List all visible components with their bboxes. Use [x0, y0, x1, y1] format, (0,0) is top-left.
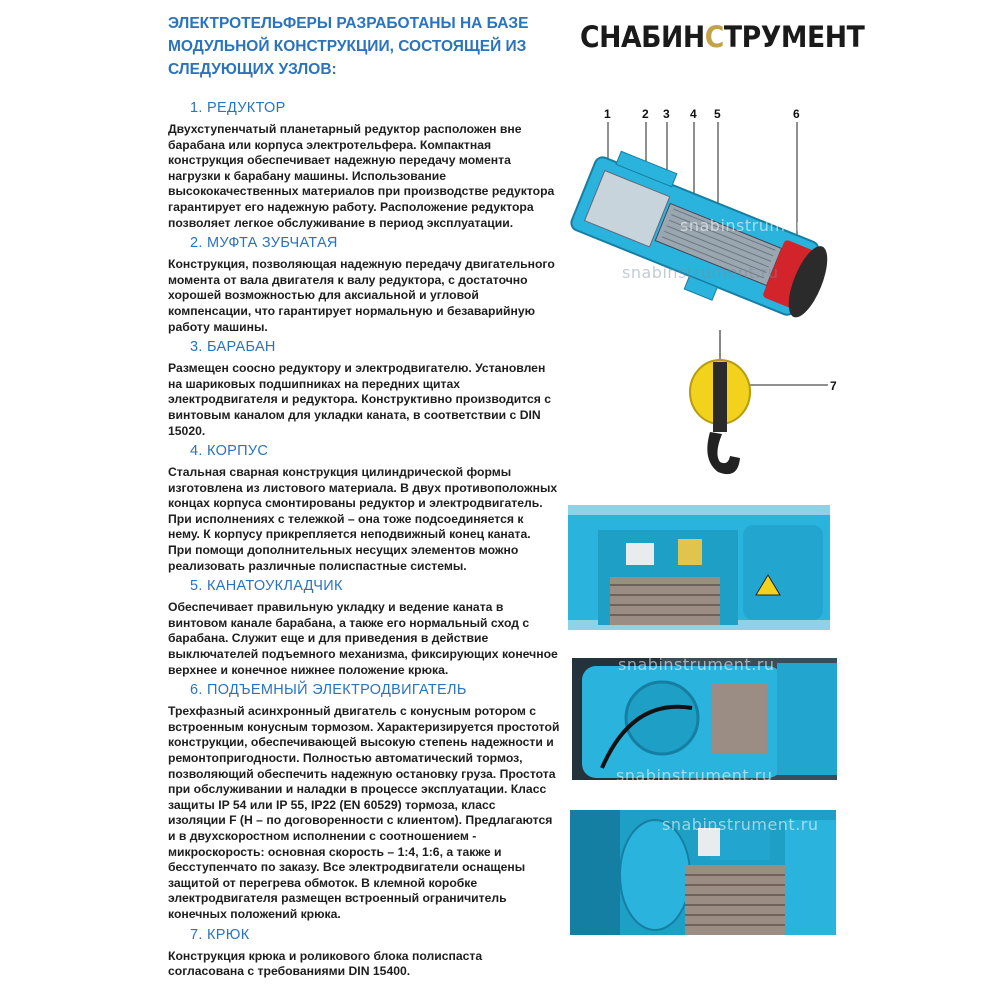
section-hook: [168, 925, 563, 980]
watermark-text: snabinstrument.ru: [618, 655, 775, 674]
body-line: Конструкция, позволяющая надежную передачу двигательного: [168, 257, 555, 272]
diagram-label: 7: [830, 379, 837, 393]
title-line: СЛЕДУЮЩИХ УЗЛОВ:: [168, 61, 337, 78]
body-line: концах корпуса смонтированы редуктор и электродвигатель.: [168, 496, 543, 511]
body-line: При помощи дополнительных несущих элементов можно: [168, 543, 519, 558]
diagram-label: 1: [604, 107, 611, 121]
section-heading: 4. КОРПУС: [190, 443, 269, 460]
body-line: позволяющий обеспечить надежную остановку груза. Простота: [168, 766, 556, 781]
body-line: винтовым каналом для укладки каната, в соответствии с DIN: [168, 407, 541, 422]
section-body: [168, 600, 563, 678]
body-line: согласована с требованиями DIN 15400.: [168, 964, 411, 979]
body-line: при обслуживании и наладки в процессе эксплуатации. Класс: [168, 782, 547, 797]
body-line: изготовлена из листового материала. В двух противоположных: [168, 480, 558, 495]
body-line: верхнее и конечное нижнее положение крюка.: [168, 662, 449, 677]
section-housing: [168, 441, 563, 574]
body-line: Конструкция крюка и роликового блока полиспаста: [168, 948, 483, 963]
body-line: барабана. Служит еще и для приведения в действие: [168, 631, 489, 646]
section-heading: 5. КАНАТОУКЛАДЧИК: [190, 578, 343, 595]
section-heading: 7. КРЮК: [190, 926, 250, 943]
body-line: гарантирует его надежную работу. Расположение редуктора: [168, 199, 534, 214]
diagram-label: 4: [690, 107, 697, 121]
body-line: конечных положений крюка.: [168, 906, 341, 921]
body-line: и в двухскоростном исполнении с соотношением -: [168, 828, 477, 843]
title-line: МОДУЛЬНОЙ КОНСТРУКЦИИ, СОСТОЯЩЕЙ ИЗ: [168, 38, 527, 55]
body-line: Трехфазный асинхронный двигатель с конусным ротором с: [168, 704, 537, 719]
body-line: работу машины.: [168, 319, 268, 334]
logo-text-part: ТРУМЕНТ: [723, 20, 865, 54]
section-reducer: [168, 98, 563, 231]
section-heading: 1. РЕДУКТОР: [190, 100, 286, 116]
page-title: [168, 12, 548, 81]
body-line: хорошей возможностью для аксиальной и угловой: [168, 288, 479, 303]
section-body: [168, 361, 563, 439]
section-body: [168, 465, 563, 574]
brand-logo: [580, 20, 864, 54]
body-line: момента от вала двигателя к валу редуктора, с достаточно: [168, 272, 528, 287]
hook-block: [690, 330, 750, 474]
body-line: изоляции F (H – по договоренности с клиентом). Предлагаются: [168, 813, 553, 828]
body-line: нагрузки к барабану машины. Использование: [168, 168, 447, 183]
section-heading: 6. ПОДЪЕМНЫЙ ЭЛЕКТРОДВИГАТЕЛЬ: [190, 682, 467, 699]
body-line: встроенным конусным тормозом. Характеризируется простотой: [168, 719, 560, 734]
section-motor: [168, 680, 563, 922]
body-line: бесступенчато по заказу. Все электродвигатели оснащены: [168, 860, 526, 875]
body-line: Двухступенчатый планетарный редуктор расположен вне: [168, 122, 522, 136]
sections-column: [168, 98, 563, 982]
logo-accent-letter: С: [704, 20, 724, 54]
body-line: защитой от перегрева обмоток. В клемной коробке: [168, 875, 478, 890]
body-line: Размещен соосно редуктору и электродвигателю. Установлен: [168, 361, 546, 376]
section-heading: 3. БАРАБАН: [190, 339, 276, 356]
body-line: винтовом канале барабана, а также его нормальный сход с: [168, 615, 530, 630]
body-line: Обеспечивает правильную укладку и ведение каната в: [168, 600, 504, 615]
body-line: высококачественных материалов при производстве редуктора: [168, 184, 555, 199]
body-line: электродвигателя и редуктора. Конструктивно производится с: [168, 392, 552, 407]
body-line: компенсации, что гарантирует нормальную и безаварийную: [168, 303, 536, 318]
section-rope-guide: [168, 576, 563, 678]
body-line: При исполнениях с тележкой – она тоже подсоединяется к: [168, 511, 524, 526]
hoist-photo-1: [568, 505, 830, 630]
body-line: конструкции, обеспечивающей высокую степень надежности и: [168, 735, 554, 750]
body-line: микроскорость: основная скорость – 1:4, 1:6, а также и: [168, 844, 502, 859]
diagram-label: 3: [663, 107, 670, 121]
body-line: выключателей подъемного механизма, фиксирующих конечное: [168, 647, 558, 662]
watermark-text: snabinstrument.ru: [680, 216, 837, 235]
section-body: [168, 257, 563, 335]
section-body: [168, 122, 563, 231]
hoist-cutaway-diagram: [560, 100, 850, 495]
body-line: Стальная сварная конструкция цилиндрической формы: [168, 465, 512, 480]
watermark-text: snabinstrument.ru: [622, 263, 779, 282]
body-line: нему. К корпусу прикрепляется неподвижный конец каната.: [168, 527, 531, 542]
section-body: [168, 704, 563, 922]
hoist-diagram-svg: [560, 100, 850, 495]
body-line: 15020.: [168, 423, 206, 438]
section-heading: 2. МУФТА ЗУБЧАТАЯ: [190, 235, 338, 252]
section-body: [168, 949, 563, 980]
hoist-photo-2: [572, 658, 837, 780]
watermark-text: snabinstrument.ru: [662, 815, 819, 834]
body-line: реализовать различные полиспастные системы.: [168, 558, 467, 573]
logo-text-part: СНАБИН: [580, 20, 705, 54]
hoist-body: [564, 144, 840, 336]
body-line: на шариковых подшипниках на передних щитах: [168, 376, 461, 391]
body-line: позволяет легкое обслуживание в период эксплуатации.: [168, 215, 514, 230]
diagram-label: 6: [793, 107, 800, 121]
body-line: защиты IP 54 или IP 55, IP22 (EN 60529) тормоза, класс: [168, 797, 496, 812]
body-line: ремонтопригодности. Полностью автоматический тормоз,: [168, 751, 523, 765]
body-line: барабана или корпуса электротельфера. Компактная: [168, 137, 492, 152]
title-line: ЭЛЕКТРОТЕЛЬФЕРЫ РАЗРАБОТАНЫ НА БАЗЕ: [168, 15, 529, 32]
diagram-label: 5: [714, 107, 721, 121]
section-drum: [168, 337, 563, 439]
body-line: конструкция обеспечивает надежную передачу момента: [168, 153, 511, 168]
body-line: электродвигателя размещен встроенный ограничитель: [168, 891, 507, 906]
watermark-text: snabinstrument.ru: [616, 766, 773, 785]
diagram-label: 2: [642, 107, 649, 121]
section-coupling: [168, 233, 563, 335]
